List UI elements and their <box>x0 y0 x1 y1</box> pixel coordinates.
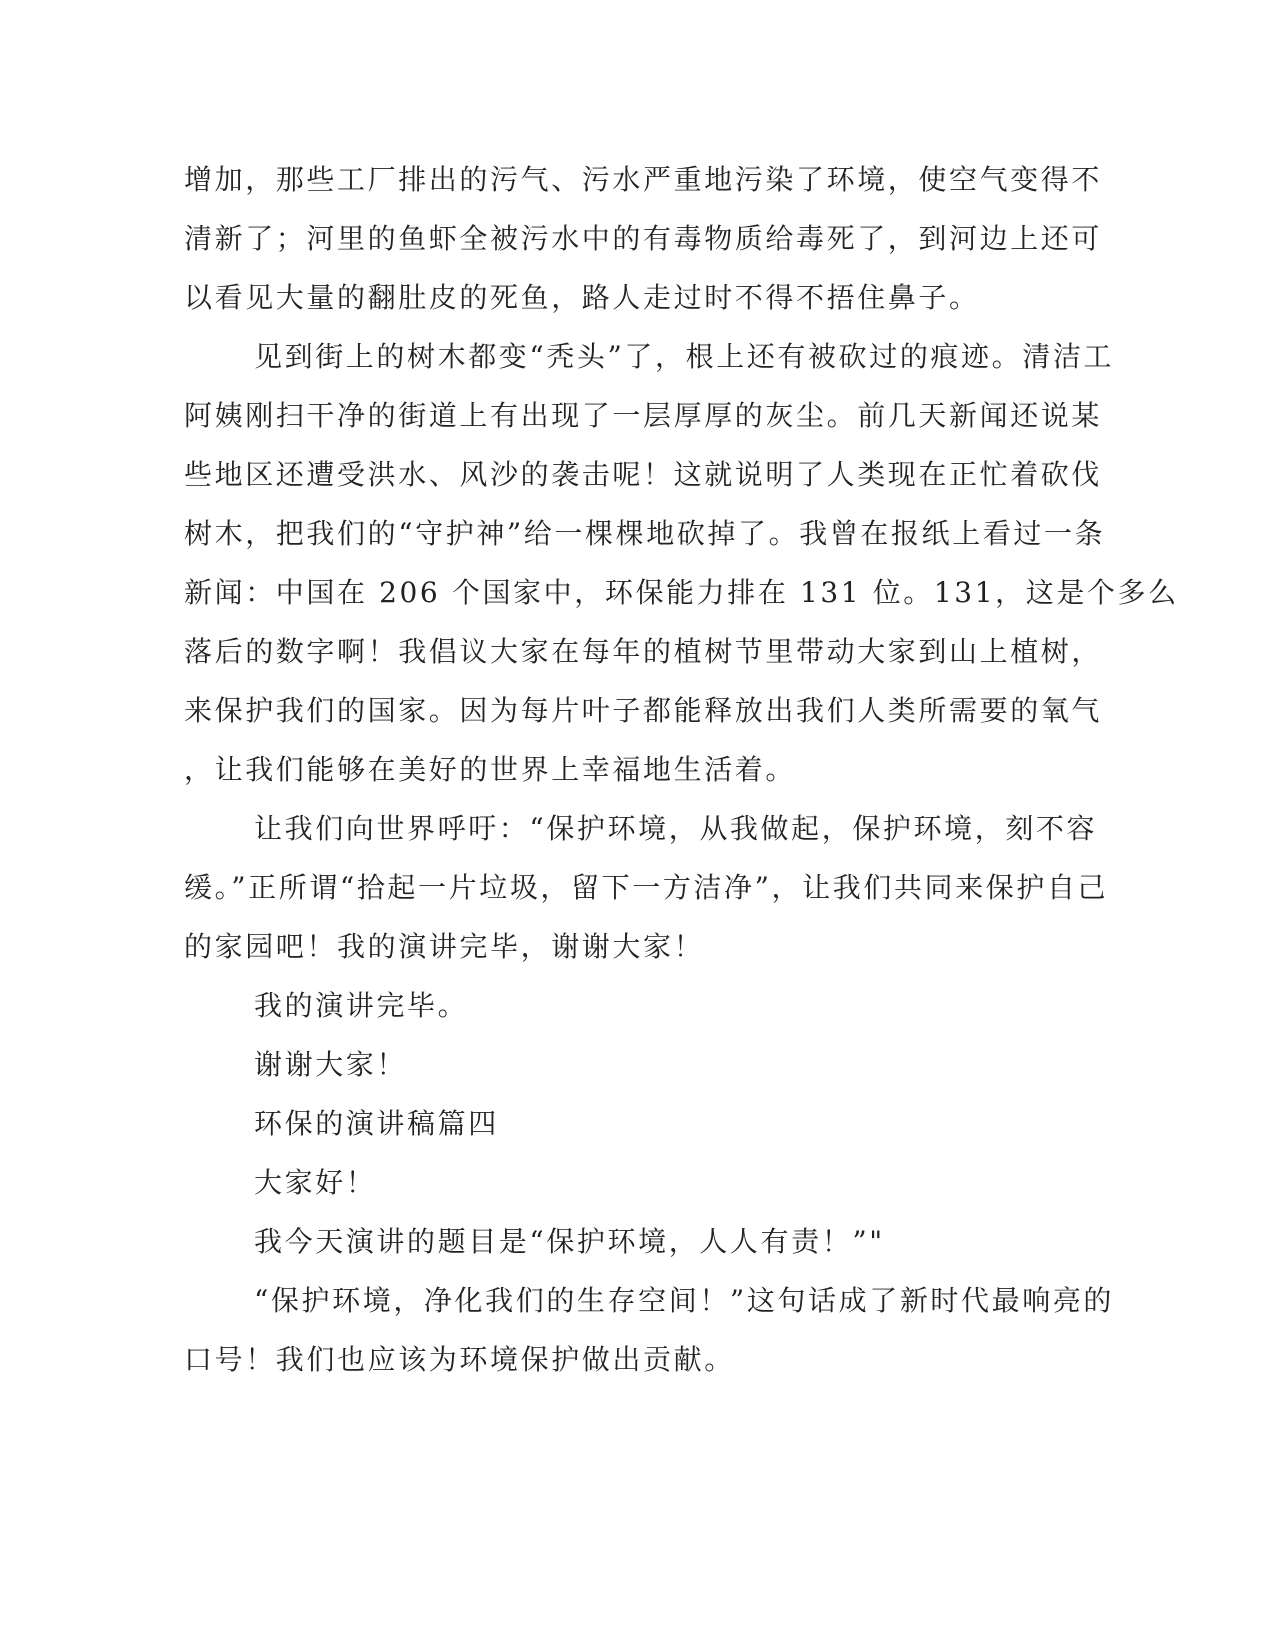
paragraph-start-line: 我今天演讲的题目是“保护环境，人人有责！”" <box>254 1225 885 1258</box>
paragraph-start-line: 谢谢大家！ <box>254 1048 408 1081</box>
text-line: 新闻：中国在 206 个国家中，环保能力排在 131 位。131，这是个多么 <box>184 576 1179 609</box>
text-line: 清新了；河里的鱼虾全被污水中的有毒物质给毒死了，到河边上还可 <box>184 222 1103 255</box>
paragraph-start-line: “保护环境，净化我们的生存空间！”这句话成了新时代最响亮的 <box>254 1284 1115 1317</box>
greeting-line: 大家好！ <box>254 1166 377 1199</box>
text-line: 些地区还遭受洪水、风沙的袭击呢！这就说明了人类现在正忙着砍伐 <box>184 458 1103 491</box>
text-line: 口号！我们也应该为环境保护做出贡献。 <box>184 1343 735 1376</box>
text-line: 的家园吧！我的演讲完毕，谢谢大家！ <box>184 930 705 963</box>
text-line: ，让我们能够在美好的世界上幸福地生活着。 <box>184 753 797 786</box>
section-heading: 环保的演讲稿篇四 <box>254 1107 499 1140</box>
text-line: 落后的数字啊！我倡议大家在每年的植树节里带动大家到山上植树， <box>184 635 1103 668</box>
text-line: 来保护我们的国家。因为每片叶子都能释放出我们人类所需要的氧气 <box>184 694 1103 727</box>
paragraph-start-line: 让我们向世界呼吁：“保护环境，从我做起，保护环境，刻不容 <box>254 812 1098 845</box>
paragraph-start-line: 我的演讲完毕。 <box>254 989 469 1022</box>
paragraph-start-line: 见到街上的树木都变“秃头”了，根上还有被砍过的痕迹。清洁工 <box>254 340 1115 373</box>
text-line: 增加，那些工厂排出的污气、污水严重地污染了环境，使空气变得不 <box>184 163 1103 196</box>
text-line: 阿姨刚扫干净的街道上有出现了一层厚厚的灰尘。前几天新闻还说某 <box>184 399 1103 432</box>
text-line: 树木，把我们的“守护神”给一棵棵地砍掉了。我曾在报纸上看过一条 <box>184 517 1106 550</box>
text-line: 缓。”正所谓“拾起一片垃圾，留下一方洁净”，让我们共同来保护自己 <box>184 871 1109 904</box>
text-line: 以看见大量的翻肚皮的死鱼，路人走过时不得不捂住鼻子。 <box>184 281 980 314</box>
